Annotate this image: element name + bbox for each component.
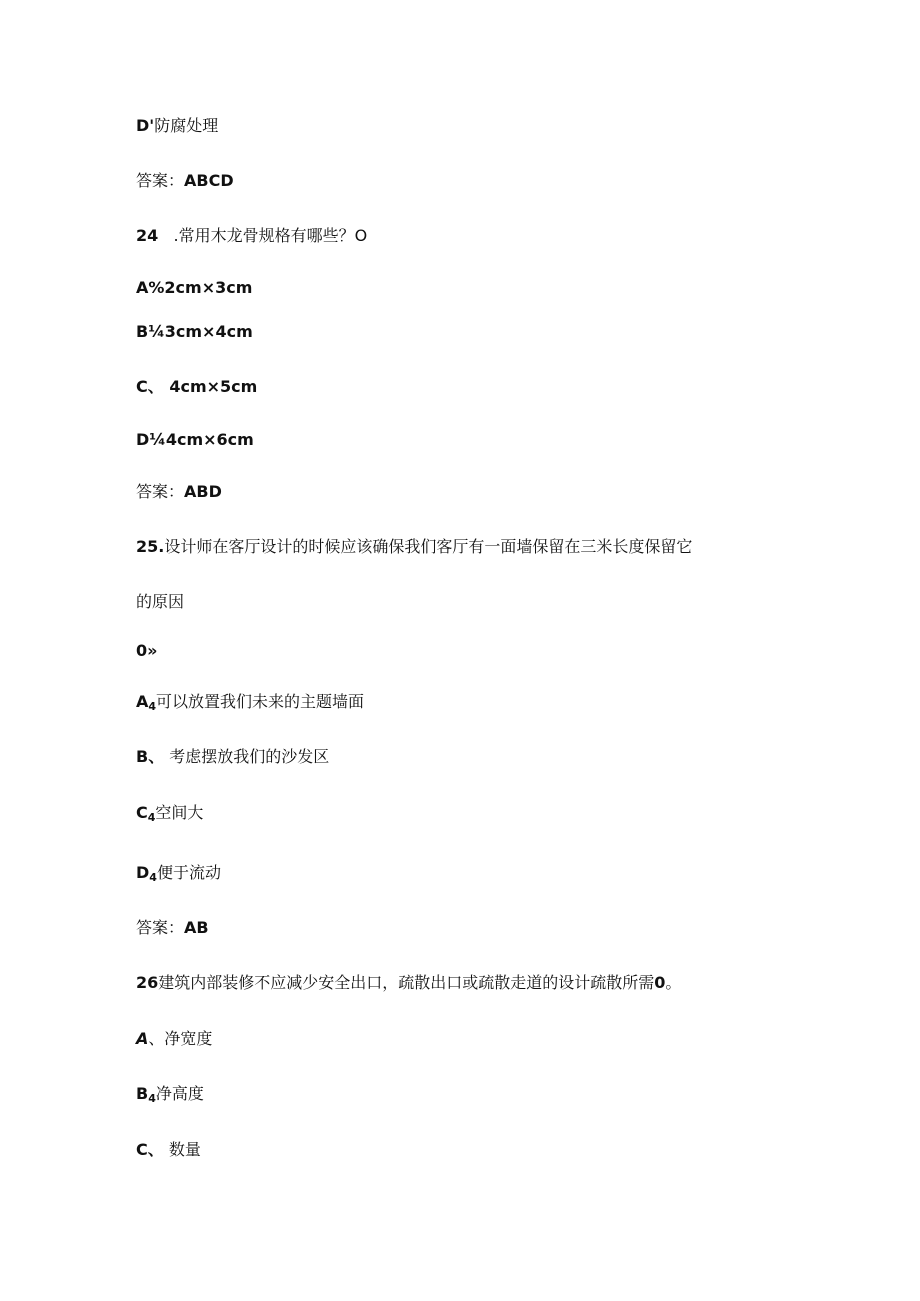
option-label: A: [136, 1029, 149, 1048]
question-punctuation: 。: [665, 973, 682, 992]
option-label-sub: 4: [147, 811, 156, 824]
option-text: 便于流动: [156, 863, 221, 882]
option-text: 、净宽度: [148, 1029, 213, 1048]
question-text: 设计师在客厅设计的时候应该确保我们客厅有一面墙保留在三米长度保留它: [164, 537, 693, 556]
answer-label: 答案：: [136, 918, 185, 937]
q24-answer: [136, 482, 222, 502]
question-text: 建筑内部装修不应减少安全出口，疏散出口或疏散走道的设计疏散所需: [158, 973, 655, 992]
option-text: 3cm×4cm: [164, 322, 253, 341]
q23-answer: [136, 171, 234, 191]
q25-answer: [136, 918, 209, 938]
option-label: A%: [136, 278, 165, 297]
option-label: A: [136, 692, 149, 711]
answer-value: ABCD: [184, 171, 234, 190]
option-text: 防腐处理: [154, 116, 219, 135]
question-number: 24: [136, 226, 159, 245]
answer-value: ABD: [184, 482, 222, 501]
option-label: B、: [136, 747, 165, 766]
q25-question-line2: [136, 592, 184, 612]
q23-option-d: [136, 116, 218, 136]
option-label: D: [136, 863, 150, 882]
q24-option-c: [136, 377, 257, 397]
q25-question-line1: [136, 537, 692, 557]
option-text: 4cm×6cm: [165, 430, 254, 449]
answer-value: AB: [184, 918, 209, 937]
option-text: 空间大: [155, 803, 204, 822]
q25-option-b: [136, 747, 329, 767]
question-text-continued: 的原因: [136, 592, 185, 611]
option-text: 4cm×5cm: [169, 377, 258, 396]
option-label-sub: 4: [149, 871, 157, 884]
q26-option-a: [136, 1029, 212, 1049]
option-label: D': [136, 116, 155, 135]
answer-label: 答案：: [136, 482, 185, 501]
option-label: B: [136, 1084, 149, 1103]
q24-question: [136, 226, 367, 246]
option-label: C、: [136, 377, 164, 396]
question-blank: 0: [654, 973, 666, 992]
question-number: 25.: [136, 537, 165, 556]
q25-option-a: [136, 692, 364, 717]
q26-option-b: [136, 1084, 204, 1109]
q24-option-a: [136, 278, 252, 298]
option-label-sub: 4: [148, 1092, 156, 1105]
option-text: 2cm×3cm: [164, 278, 253, 297]
q26-option-c: [136, 1140, 201, 1160]
q25-option-c: [136, 803, 203, 828]
option-text: 考虑摆放我们的沙发区: [169, 747, 330, 766]
q24-option-b: [136, 322, 253, 342]
q24-option-d: [136, 430, 254, 450]
question-blank: 0»: [136, 641, 158, 660]
option-text: 可以放置我们未来的主题墙面: [156, 692, 365, 711]
question-text: .常用木龙骨规格有哪些？O: [173, 226, 368, 245]
option-label: B¼: [136, 322, 165, 341]
option-text: 数量: [168, 1140, 201, 1159]
option-text: 净高度: [155, 1084, 204, 1103]
question-number: 26: [136, 973, 159, 992]
option-label-sub: 4: [148, 700, 157, 713]
option-label: C: [136, 803, 148, 822]
answer-label: 答案：: [136, 171, 185, 190]
q25-question-line3: [136, 641, 157, 661]
q26-question: [136, 973, 681, 993]
q25-option-d: [136, 863, 221, 888]
option-label: C、: [136, 1140, 164, 1159]
option-label: D¼: [136, 430, 166, 449]
